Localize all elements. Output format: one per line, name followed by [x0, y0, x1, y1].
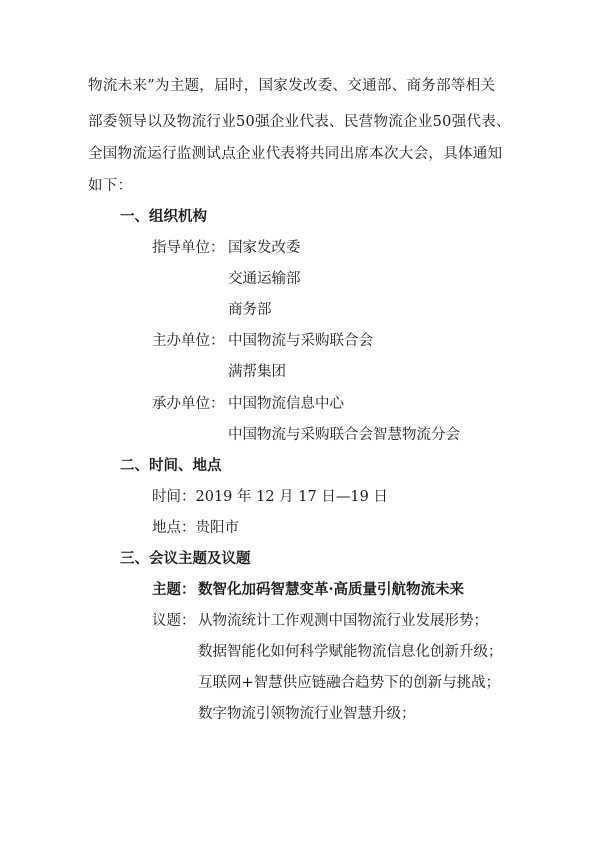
- guide-unit: 国家发改委: [228, 240, 301, 256]
- organizer-unit: 中国物流与采购联合会智慧物流分会: [228, 427, 460, 443]
- host-label: 主办单位：: [152, 333, 225, 349]
- guide-unit: 交通运输部: [228, 271, 301, 287]
- intro-line-3: 全国物流运行监测试点企业代表将共同出席本次大会，具体通知: [88, 146, 503, 162]
- guide-label: 指导单位：: [152, 240, 225, 256]
- topic-item: 数字物流引领物流行业智慧升级；: [198, 706, 416, 722]
- organizer-unit: 中国物流信息中心: [228, 396, 344, 412]
- host-unit: 满帮集团: [228, 364, 286, 380]
- topic-item: 互联网+智慧供应链融合趋势下的创新与挑战；: [198, 675, 501, 691]
- event-time: 时间：2019 年 12 月 17 日—19 日: [152, 489, 388, 505]
- guide-unit: 商务部: [228, 302, 272, 318]
- section-heading-theme-topics: 三、会议主题及议题: [120, 550, 251, 567]
- section-heading-organization: 一、组织机构: [120, 208, 207, 225]
- intro-line-1: 物流未来”为主题，届时，国家发改委、交通部、商务部等相关: [88, 78, 496, 94]
- theme-text: 数智化加码智慧变革·高质量引航物流未来: [198, 581, 465, 598]
- event-place: 地点：贵阳市: [152, 520, 239, 536]
- intro-line-2: 部委领导以及物流行业50强企业代表、民营物流企业50强代表、: [88, 114, 511, 130]
- organizer-label: 承办单位：: [152, 396, 225, 412]
- topic-item: 从物流统计工作观测中国物流行业发展形势；: [198, 613, 488, 629]
- host-unit: 中国物流与采购联合会: [228, 333, 373, 349]
- section-heading-time-place: 二、时间、地点: [120, 457, 222, 474]
- topic-item: 数据智能化如何科学赋能物流信息化创新升级；: [198, 644, 503, 660]
- theme-label: 主题：: [152, 581, 196, 598]
- topics-label: 议题：: [152, 613, 196, 629]
- intro-line-4: 如下：: [88, 178, 133, 194]
